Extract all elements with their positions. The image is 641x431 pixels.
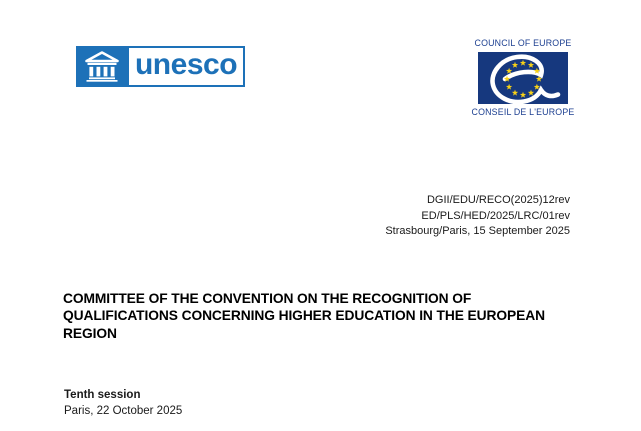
unesco-wordmark: unesco bbox=[134, 47, 238, 81]
coe-logo bbox=[470, 38, 576, 118]
coe-e-stars-icon bbox=[478, 52, 568, 104]
reference-block bbox=[385, 193, 570, 240]
unesco-logo-square bbox=[76, 46, 127, 87]
unesco-logo bbox=[76, 46, 245, 87]
document-title-line: REGION bbox=[63, 325, 117, 341]
unesco-logo-box bbox=[127, 46, 245, 87]
reference-line: ED/PLS/HED/2025/LRC/01rev bbox=[421, 209, 570, 222]
document-title-line: QUALIFICATIONS CONCERNING HIGHER EDUCATION IN THE EUROPEAN bbox=[63, 308, 545, 324]
reference-line: DGII/EDU/RECO(2025)12rev bbox=[426, 194, 570, 206]
reference-line: Strasbourg/Paris, 15 September 2025 bbox=[385, 225, 570, 237]
coe-label-english: COUNCIL OF EUROPE bbox=[474, 38, 572, 48]
document-title bbox=[63, 290, 545, 342]
session-location-date: Paris, 22 October 2025 bbox=[64, 405, 183, 417]
coe-emblem bbox=[478, 52, 568, 104]
document-title-line: COMMITTEE OF THE CONVENTION ON THE RECOGNITION OF bbox=[63, 291, 472, 306]
unesco-temple-icon bbox=[84, 51, 120, 82]
coe-label-french: CONSEIL DE L'EUROPE bbox=[471, 107, 575, 117]
session-name: Tenth session bbox=[64, 389, 141, 401]
session-block bbox=[64, 387, 182, 419]
